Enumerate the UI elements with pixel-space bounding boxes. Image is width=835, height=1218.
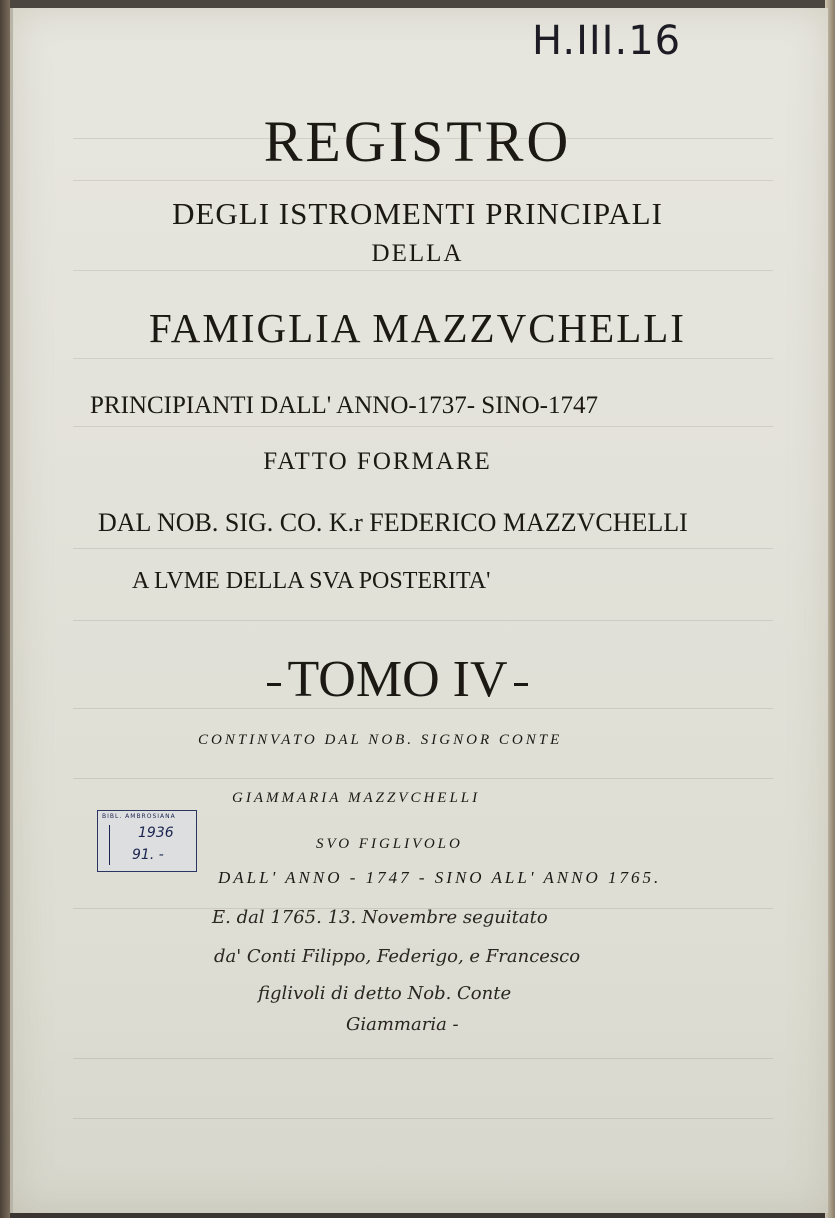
tomo-label: TOMO IV <box>287 651 508 708</box>
title-family-name: FAMIGLIA MAZZVCHELLI <box>149 305 686 351</box>
bleed-through-line <box>73 180 773 181</box>
continuation-line-1: CONTINVATO DAL NOB. SIGNOR CONTE <box>198 732 563 748</box>
handwritten-line-4: Giammaria - <box>346 1014 459 1035</box>
continuation-line-4: DALL' ANNO - 1747 - SINO ALL' ANNO 1765. <box>218 868 662 887</box>
bleed-through-line <box>73 1058 773 1059</box>
title-line-2: DEGLI ISTROMENTI PRINCIPALI <box>172 196 663 231</box>
title-author: DAL NOB. SIG. CO. K.r FEDERICO MAZZVCHELLI <box>98 508 688 537</box>
volume-title <box>0 650 815 709</box>
stamp-header: BIBL. AMBROSIANA <box>102 813 176 820</box>
bleed-through-line <box>73 426 773 427</box>
bleed-through-line <box>73 270 773 271</box>
ornament-dash <box>514 683 528 686</box>
title-registro: REGISTRO <box>263 109 572 174</box>
bleed-through-line <box>73 548 773 549</box>
handwritten-line-1: E. dal 1765. 13. Novembre seguitato <box>212 907 548 928</box>
bleed-through-line <box>73 620 773 621</box>
handwritten-line-3: figlivoli di detto Nob. Conte <box>258 983 512 1004</box>
shelfmark: H.III.16 <box>532 18 682 64</box>
bleed-through-line <box>73 358 773 359</box>
stamp-border <box>101 825 110 865</box>
title-line-3: DELLA <box>371 240 464 267</box>
stamp-number-1: 1936 <box>138 825 174 841</box>
title-years: PRINCIPIANTI DALL' ANNO-1737- SINO-1747 <box>90 392 598 419</box>
bleed-through-line <box>73 778 773 779</box>
stamp-number-2: 91. - <box>132 847 164 863</box>
continuation-line-2: GIAMMARIA MAZZVCHELLI <box>232 790 481 806</box>
title-line-6: FATTO FORMARE <box>263 448 492 475</box>
book-spine <box>0 0 10 1218</box>
ornament-dash <box>267 683 281 686</box>
handwritten-line-2: da' Conti Filippo, Federigo, e Francesco <box>214 946 581 967</box>
bleed-through-line <box>73 1118 773 1119</box>
library-stamp <box>97 810 197 872</box>
continuation-line-3: SVO FIGLIVOLO <box>316 836 463 852</box>
title-purpose: A LVME DELLA SVA POSTERITA' <box>132 568 491 594</box>
